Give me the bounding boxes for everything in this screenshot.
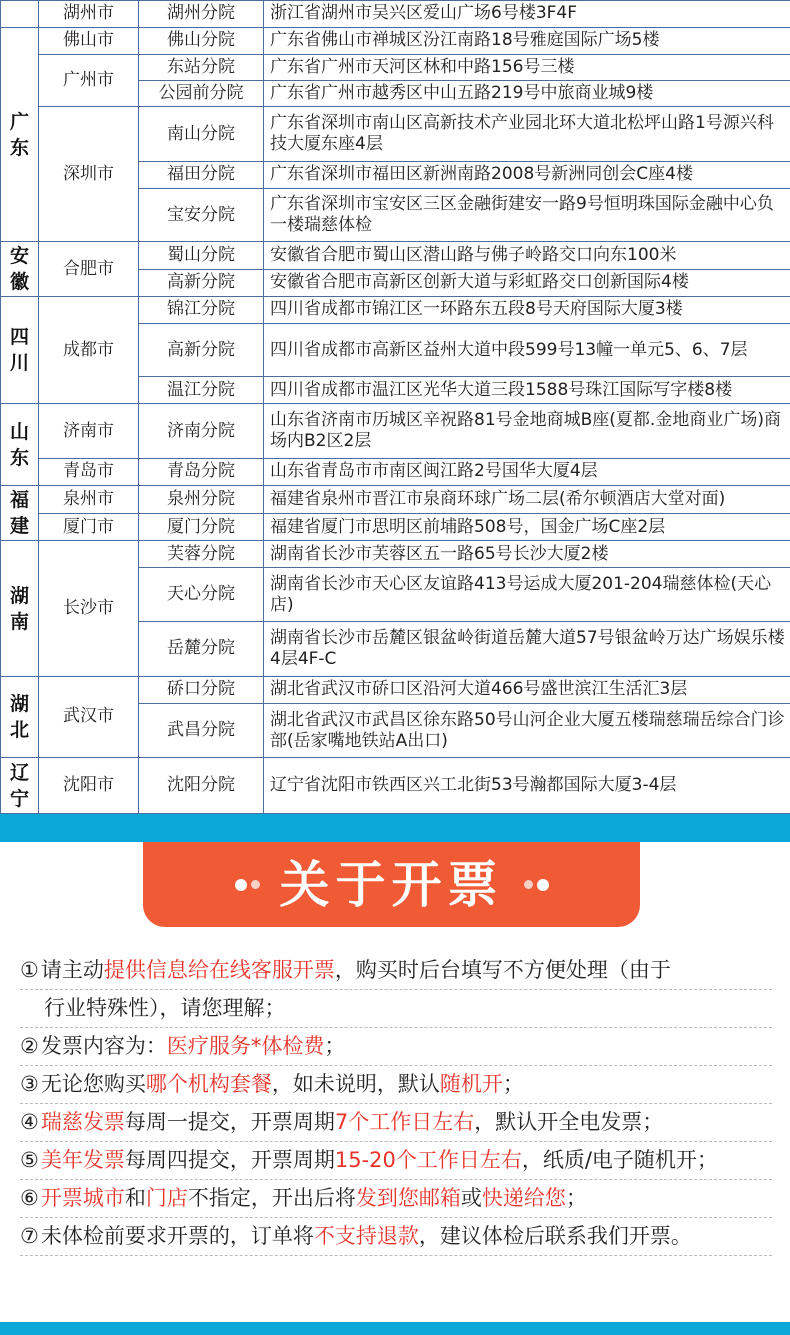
province-char: 福 [9,489,29,512]
branch-cell: 济南分院 [139,404,264,459]
table-row [1,676,790,704]
highlight-text: 门店 [145,1186,188,1210]
province-char: 建 [9,515,29,538]
branch-cell: 硚口分院 [139,676,264,704]
city-cell: 济南市 [39,404,139,459]
province-char: 南 [9,610,29,633]
address-cell: 广东省深圳市福田区新洲南路2008号新洲同创会C座4楼 [264,161,790,188]
province-char: 四 [9,326,29,349]
note-line [20,1104,772,1142]
note-text: ； [565,1186,587,1210]
note-number: ⑦ [20,1224,39,1248]
note-text: 请主动 [40,958,104,982]
branch-cell: 天心分院 [139,568,264,622]
highlight-text: 美年发票 [40,1148,125,1172]
note-line [20,990,772,1028]
branch-cell: 东站分院 [139,54,264,81]
highlight-text: 医疗服务*体检费 [166,1034,325,1058]
table-row [1,297,790,324]
branch-cell: 高新分院 [139,269,264,296]
address-cell: 山东省青岛市市南区闽江路2号国华大厦4层 [264,458,790,485]
city-cell: 深圳市 [39,107,139,242]
highlight-text: 不支持退款 [313,1224,419,1248]
branch-cell: 泉州分院 [139,485,264,513]
city-cell: 泉州市 [39,485,139,513]
table-row [1,27,790,54]
address-cell: 湖北省武汉市硚口区沿河大道466号盛世滨江生活汇3层 [264,676,790,704]
address-cell: 广东省佛山市禅城区汾江南路18号雅庭国际广场5楼 [264,27,790,54]
branch-cell: 芙蓉分院 [139,541,264,568]
branch-cell: 青岛分院 [139,458,264,485]
province-cell [1,1,39,28]
highlight-text: 提供信息给在线客服开票 [103,958,335,982]
dot-icon [235,879,247,891]
province-char: 宁 [9,787,29,810]
table-row [1,107,790,162]
address-cell: 福建省厦门市思明区前埔路508号，国金广场C座2层 [264,513,790,541]
branch-cell: 武昌分院 [139,704,264,758]
address-cell: 福建省泉州市晋江市泉商环球广场二层(希尔顿酒店大堂对面) [264,485,790,513]
highlight-text: 发到您邮箱 [355,1186,461,1210]
address-cell: 四川省成都市高新区益州大道中段599号13幢一单元5、6、7层 [264,323,790,377]
province-char: 东 [9,446,29,469]
dot-icon [524,880,533,889]
address-cell: 安徽省合肥市蜀山区潜山路与佛子岭路交口向东100米 [264,242,790,269]
address-cell: 四川省成都市温江区光华大道三段1588号珠江国际写字楼8楼 [264,377,790,404]
city-cell: 青岛市 [39,458,139,485]
section-title: 关于开票 [279,855,504,914]
highlight-text: 7个工作日左右 [334,1110,475,1134]
highlight-text: 随机开 [439,1072,503,1096]
note-line [20,952,772,990]
note-line [20,1180,772,1218]
table-row [1,1,790,28]
note-text: ，建议体检后联系我们开票。 [418,1224,692,1248]
city-cell: 湖州市 [39,1,139,28]
note-text: 发票内容为： [40,1034,167,1058]
note-line [20,1028,772,1066]
table-row [1,485,790,513]
decorative-dots [235,879,260,891]
note-text: 无论您购买 [40,1072,146,1096]
footer-bar [0,1322,790,1335]
province-cell [1,485,39,541]
province-char: 湖 [9,692,29,715]
table-row [1,758,790,814]
highlight-text: 快递给您 [481,1186,566,1210]
note-text: ； [324,1034,346,1058]
table-row [1,242,790,269]
note-text: 每周四提交，开票周期 [124,1148,335,1172]
note-number: ① [20,958,39,982]
branch-cell: 公园前分院 [139,81,264,107]
highlight-text: 开票城市 [40,1186,125,1210]
note-number: ④ [20,1110,39,1134]
province-char: 辽 [9,761,29,784]
table-row [1,541,790,568]
city-cell: 长沙市 [39,541,139,676]
branch-cell: 沈阳分院 [139,758,264,814]
address-cell: 湖南省长沙市芙蓉区五一路65号长沙大厦2楼 [264,541,790,568]
invoice-banner [143,842,640,927]
branch-cell: 蜀山分院 [139,242,264,269]
address-cell: 广东省广州市越秀区中山五路219号中旅商业城9楼 [264,81,790,107]
province-char: 山 [9,420,29,443]
table-row [1,54,790,81]
address-cell: 广东省深圳市宝安区三区金融街建安一路9号恒明珠国际金融中心负一楼瑞慈体检 [264,188,790,242]
branch-cell: 福田分院 [139,161,264,188]
highlight-text: 瑞慈发票 [40,1110,125,1134]
branch-cell: 湖州分院 [139,1,264,28]
table-row [1,513,790,541]
note-text: ，纸质/电子随机开； [521,1148,718,1172]
city-cell: 武汉市 [39,676,139,757]
province-char: 东 [9,136,29,159]
note-number: ⑥ [20,1186,39,1210]
address-cell: 四川省成都市锦江区一环路东五段8号天府国际大厦3楼 [264,297,790,324]
province-cell [1,297,39,404]
note-number: ⑤ [20,1148,39,1172]
dot-icon [537,879,549,891]
table-row [1,458,790,485]
note-line [20,1142,772,1180]
city-cell: 佛山市 [39,27,139,54]
highlight-text: 哪个机构套餐 [145,1072,272,1096]
province-cell [1,758,39,814]
note-text: ，如未说明，默认 [271,1072,440,1096]
province-cell [1,676,39,757]
city-cell: 厦门市 [39,513,139,541]
address-cell: 辽宁省沈阳市铁西区兴工北街53号瀚都国际大厦3-4层 [264,758,790,814]
address-cell: 浙江省湖州市吴兴区爱山广场6号楼3F4F [264,1,790,28]
province-char: 川 [9,352,29,375]
note-number: ② [20,1034,39,1058]
note-text: 行业特殊性），请您理解； [44,996,286,1020]
note-text: ； [502,1072,524,1096]
note-text: 或 [460,1186,482,1210]
note-text: 未体检前要求开票的，订单将 [40,1224,314,1248]
address-cell: 广东省广州市天河区林和中路156号三楼 [264,54,790,81]
province-char: 徽 [9,271,29,294]
province-cell [1,404,39,485]
address-cell: 湖北省武汉市武昌区徐东路50号山河企业大厦五楼瑞慈瑞岳综合门诊部(岳家嘴地铁站A出口) [264,704,790,758]
branch-cell: 宝安分院 [139,188,264,242]
address-cell: 山东省济南市历城区辛祝路81号金地商城B座(夏都.金地商业广场)商场内B2区2层 [264,404,790,459]
address-cell: 湖南省长沙市天心区友谊路413号运成大厦201-204瑞慈体检(天心店) [264,568,790,622]
highlight-text: 15-20个工作日左右 [334,1148,522,1172]
note-number: ③ [20,1072,39,1096]
province-cell [1,27,39,242]
note-text: 不指定，开出后将 [187,1186,356,1210]
province-char: 北 [9,718,29,741]
address-cell: 广东省深圳市南山区高新技术产业园北环大道北松坪山路1号源兴科技大厦东座4层 [264,107,790,162]
branch-cell: 南山分院 [139,107,264,162]
note-text: 和 [124,1186,146,1210]
branch-cell: 锦江分院 [139,297,264,324]
note-line [20,1066,772,1104]
address-cell: 安徽省合肥市高新区创新大道与彩虹路交口创新国际4楼 [264,269,790,296]
address-cell: 湖南省长沙市岳麓区银盆岭街道岳麓大道57号银盆岭万达广场娱乐楼4层4F-C [264,621,790,676]
branch-cell: 温江分院 [139,377,264,404]
city-cell: 合肥市 [39,242,139,297]
note-text: 每周一提交，开票周期 [124,1110,335,1134]
invoice-notes [20,952,772,1256]
branch-cell: 高新分院 [139,323,264,377]
section-divider-bar [0,814,790,842]
table-row [1,404,790,459]
note-line [20,1218,772,1256]
province-char: 广 [9,110,29,133]
province-char: 湖 [9,584,29,607]
province-cell [1,541,39,676]
city-cell: 成都市 [39,297,139,404]
province-char: 安 [9,245,29,268]
dot-icon [251,880,260,889]
decorative-dots [524,879,549,891]
province-cell [1,242,39,297]
branch-cell: 岳麓分院 [139,621,264,676]
note-text: ，默认开全电发票； [474,1110,664,1134]
city-cell: 广州市 [39,54,139,107]
city-cell: 沈阳市 [39,758,139,814]
branch-cell: 佛山分院 [139,27,264,54]
branch-cell: 厦门分院 [139,513,264,541]
note-text: ，购买时后台填写不方便处理（由于 [334,958,671,982]
